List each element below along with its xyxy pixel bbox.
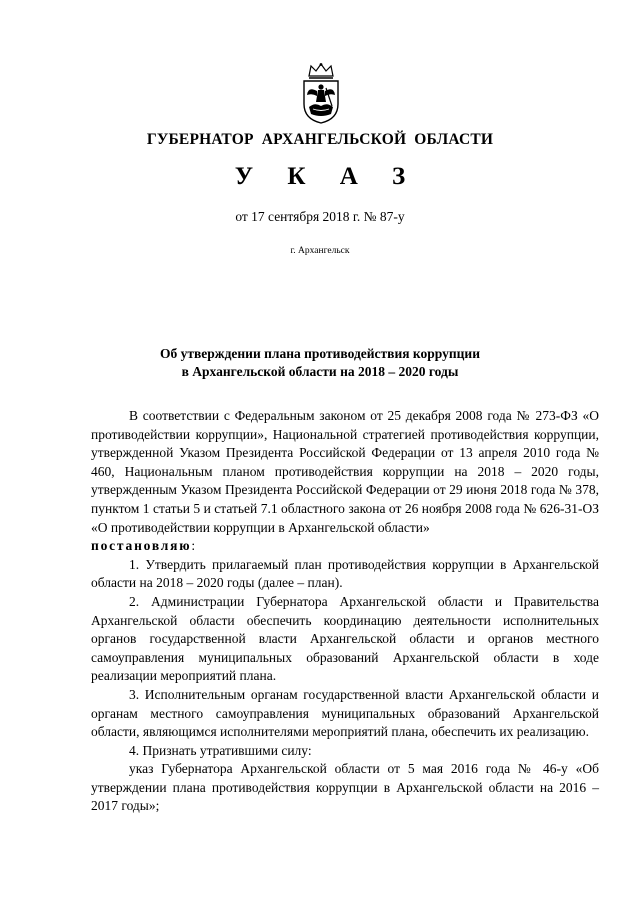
item-4-subitem-1: указ Губернатора Архангельской области от 5 мая 2016 года № 46-у «Об утверждении плана противодействия коррупции в Архангельской области на 2016 – 2017 годы»; <box>91 761 599 814</box>
preamble-text: В соответствии с Федеральным законом от 25 декабря 2008 года № 273-ФЗ «О противодействии коррупции», Национальной стратегией противодействия коррупции, утвержденной Указом Президента Российской Федерации от 13 апреля 2010 года № 460, Национальным планом противодействия коррупции на 2018 – 2020 годы, утвержденным Указом Президента Российской Федерации от 29 июня 2018 года № 378, пунктом 1 статьи 5 и статьей 7.1 областного закона от 26 ноября 2008 года № 626-31-ОЗ «О противодействии коррупции в Архангельской области» <box>91 408 599 535</box>
document-body <box>91 407 599 816</box>
item-2-paragraph: 2. Администрации Губернатора Архангельской области и Правительства Архангельской области обеспечить координацию деятельности исполнительных органов государственной власти Архангельской области и органов местного самоуправления муниципальных образований Архангельской области в ходе реализации мероприятий плана. <box>91 593 599 684</box>
document-heading-line-1: Об утверждении плана противодействия коррупции <box>160 346 480 361</box>
item-4-paragraph: 4. Признать утратившими силу: <box>129 742 312 758</box>
item-3-paragraph: 3. Исполнительным органам государственной власти Архангельской области и органам местного самоуправления муниципальных образований Архангельской области, являющимся исполнителями мероприятий плана, обеспечить их реализацию. <box>91 686 599 740</box>
document-heading-line-2: в Архангельской области на 2018 – 2020 годы <box>181 364 459 379</box>
document-type: У К А З <box>234 163 420 190</box>
item-1-paragraph: 1. Утвердить прилагаемый план противодействия коррупции в Архангельской области на 2018 – 2020 годы (далее – план). <box>91 556 599 591</box>
document-date: от 17 сентября 2018 г. № 87-у <box>235 209 405 224</box>
preamble-paragraph <box>91 407 599 537</box>
org-title: ГУБЕРНАТОР АРХАНГЕЛЬСКОЙ ОБЛАСТИ <box>146 131 494 148</box>
document-place: г. Архангельск <box>290 246 350 256</box>
decree-line <box>91 537 599 556</box>
document-heading <box>0 345 640 381</box>
arkhangelsk-coat-of-arms-icon <box>301 62 341 124</box>
decree-colon: : <box>191 538 196 554</box>
decree-word: постановляю <box>91 538 192 554</box>
